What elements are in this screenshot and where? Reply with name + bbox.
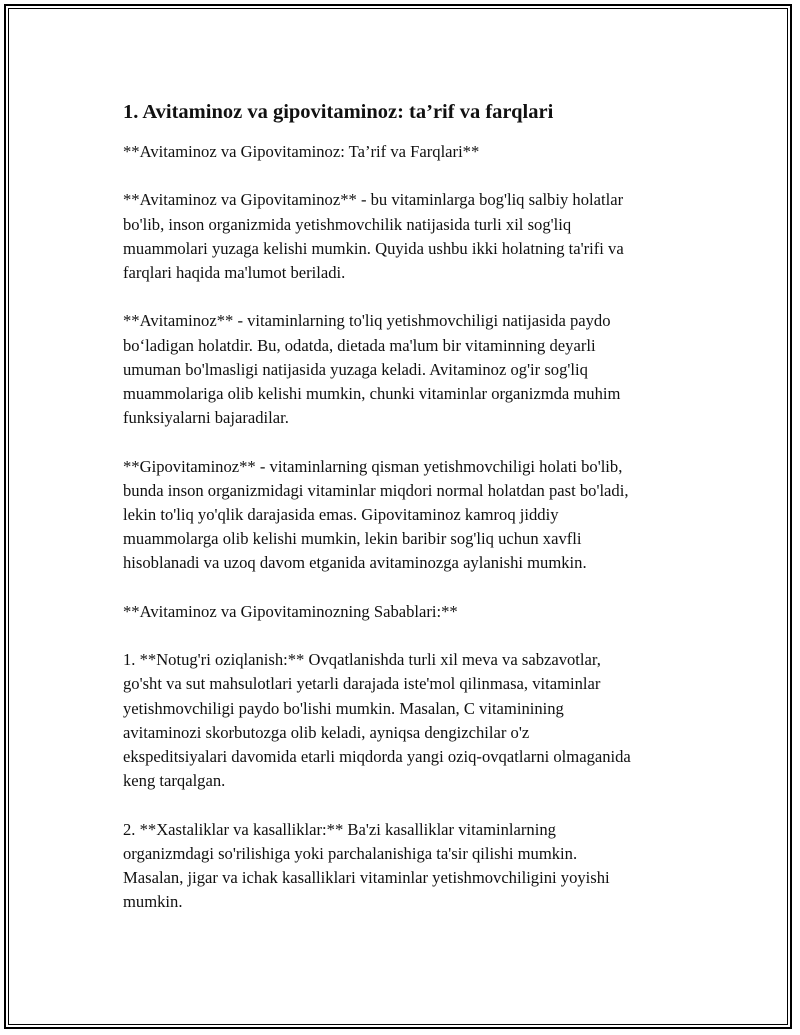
text-line: 1. **Notug'ri oziqlanish:** Ovqatlanishda turli xil meva va sabzavotlar, xyxy=(123,650,601,670)
page-border xyxy=(4,4,792,1029)
causes-heading-paragraph xyxy=(123,600,713,624)
text-line: umuman bo'lmasligi natijasida yuzaga keladi. Avitaminoz og'ir sog'liq xyxy=(123,359,588,379)
text-line: muammolarga olib kelishi mumkin, lekin baribir sog'liq uchun xavfli xyxy=(123,529,582,549)
text-line: **Avitaminoz** - vitaminlarning to'liq yetishmovchiligi natijasida paydo xyxy=(123,311,611,331)
text-line: bunda inson organizmidagi vitaminlar miqdori normal holatdan past bo'ladi, xyxy=(123,480,629,500)
text-line: yetishmovchiligi paydo bo'lishi mumkin. Masalan, C vitaminining xyxy=(123,698,564,718)
cause-1-paragraph xyxy=(123,648,713,793)
avitaminoz-paragraph xyxy=(123,309,713,430)
text-line: 2. **Xastaliklar va kasalliklar:** Ba'zi kasalliklar vitaminlarning xyxy=(123,819,556,839)
text-line: avitaminozi skorbutozga olib keladi, ayniqsa dengizchilar o'z xyxy=(123,722,530,742)
text-line: **Avitaminoz va Gipovitaminoz** - bu vitaminlarga bog'liq salbiy holatlar xyxy=(123,190,624,210)
text-line: mumkin. xyxy=(123,892,183,912)
text-line: hisoblanadi va uzoq davom etganida avitaminozga aylanishi mumkin. xyxy=(123,553,587,573)
text-line: muammolariga olib kelishi mumkin, chunki vitaminlar organizmda muhim xyxy=(123,384,621,403)
text-line: **Gipovitaminoz** - vitaminlarning qisman yetishmovchiligi holati bo'lib, xyxy=(123,456,623,476)
gipovitaminoz-paragraph xyxy=(123,455,713,576)
text-line: lekin to'liq yo'qlik darajasida emas. Gipovitaminoz kamroq jiddiy xyxy=(123,505,559,524)
text-line: farqlari haqida ma'lumot beriladi. xyxy=(123,263,346,282)
text-line: organizmdagi so'rilishiga yoki parchalanishiga ta'sir qilishi mumkin. xyxy=(123,843,578,863)
document-title: 1. Avitaminoz va gipovitaminoz: ta’rif va farqlari xyxy=(123,101,554,123)
text-line: funksiyalarni bajaradilar. xyxy=(123,408,289,428)
text-line: **Avitaminoz va Gipovitaminozning Sabablari:** xyxy=(123,601,458,621)
text-line: bo‘ladigan holatdir. Bu, odatda, dietada ma'lum bir vitaminning deyarli xyxy=(123,335,596,355)
document-body xyxy=(123,98,713,939)
text-line: keng tarqalgan. xyxy=(123,771,226,791)
text-line: **Avitaminoz va Gipovitaminoz: Ta’rif va Farqlari** xyxy=(123,142,480,161)
heading-paragraph xyxy=(123,140,713,164)
text-line: muammolari yuzaga kelishi mumkin. Quyida ushbu ikki holatning ta'rifi va xyxy=(123,238,624,258)
intro-paragraph xyxy=(123,188,713,285)
text-line: go'sht va sut mahsulotlari yetarli darajada iste'mol qilinmasa, vitaminlar xyxy=(123,674,601,694)
text-line: Masalan, jigar va ichak kasalliklari vitaminlar yetishmovchiligini yoyishi xyxy=(123,868,610,887)
text-line: ekspeditsiyalari davomida etarli miqdorda yangi oziq-ovqatlarni olmaganida xyxy=(123,747,631,766)
text-line: bo'lib, inson organizmida yetishmovchilik natijasida turli xil sog'liq xyxy=(123,214,572,234)
cause-2-paragraph xyxy=(123,818,713,915)
